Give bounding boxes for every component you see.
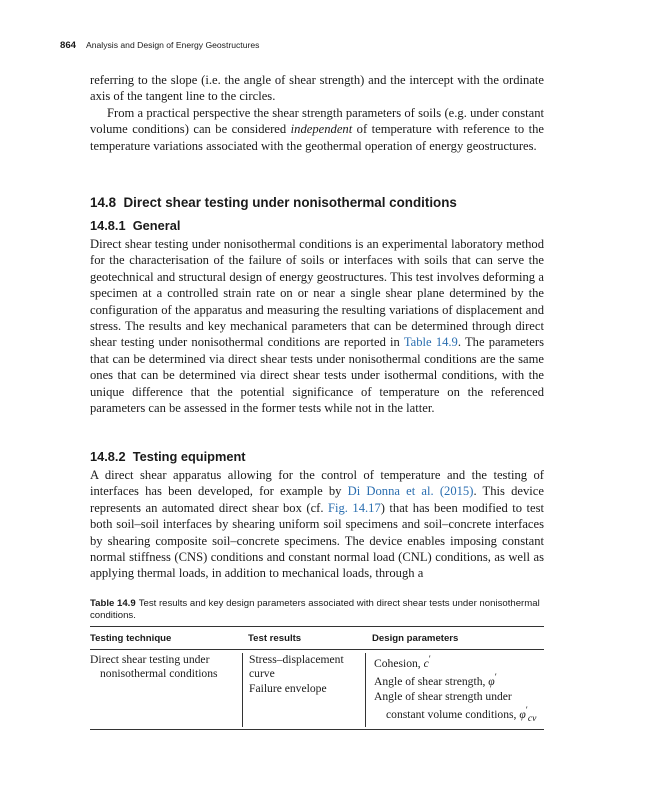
header-design-parameters: Design parameters bbox=[372, 632, 459, 644]
subsection-heading-general bbox=[90, 218, 550, 233]
cv-angle-prime: ′ bbox=[525, 704, 528, 716]
section-title: Direct shear testing under nonisothermal conditions bbox=[123, 195, 457, 210]
subsection-title-equipment: Testing equipment bbox=[132, 449, 246, 464]
intro-paragraph-2 bbox=[90, 105, 544, 154]
di-donna-reference-link[interactable]: Di Donna et al. (2015) bbox=[347, 484, 474, 499]
book-title: Analysis and Design of Energy Geostructures bbox=[86, 40, 260, 50]
table-caption bbox=[90, 598, 544, 622]
cell-testing-technique bbox=[90, 653, 242, 727]
table-14-9-link[interactable]: Table 14.9 bbox=[403, 335, 458, 350]
page-number: 864 bbox=[60, 40, 77, 51]
running-head bbox=[60, 40, 580, 51]
table-14-9 bbox=[90, 626, 544, 730]
general-text-b: . The parameters that can be determined via direct shear tests under nonisothermal conditions are the same ones that can be determined via direct shear tests under isothermal conditions, with the unique difference that the potential significance of temperature on the referenced parameters can be assessed in the former tests while not in the latter. bbox=[90, 335, 544, 416]
cell-test-results bbox=[242, 653, 365, 727]
header-testing-technique: Testing technique bbox=[90, 632, 172, 644]
section-number: 14.8 bbox=[90, 195, 117, 210]
cohesion-prime: ′ bbox=[428, 654, 431, 665]
param-shear-angle bbox=[374, 671, 544, 689]
general-text bbox=[90, 236, 544, 416]
param-cv-angle-text: constant volume conditions, bbox=[386, 707, 520, 721]
cell-design-parameters bbox=[365, 653, 544, 727]
param-shear-angle-text: Angle of shear strength, bbox=[374, 675, 489, 689]
table-label: Table 14.9 bbox=[90, 598, 136, 609]
param-cv-angle-line-1: Angle of shear strength under bbox=[374, 689, 512, 703]
shear-angle-prime: ′ bbox=[494, 672, 497, 684]
equipment-text-c: ) that has been modified to test both soil–soil interfaces by shearing uniform soil specimens and soil–concrete interfaces by shearing composite soil–concrete specimens. The device enables imposing constant normal stiffness (CNS) conditions and constant normal load (CNL) conditions, as well as applying thermal loads, in addition to mechanical loads, through a bbox=[90, 500, 544, 581]
cv-angle-subscript: cv bbox=[527, 713, 537, 725]
result-stress-displacement: Stress–displacement bbox=[249, 653, 344, 666]
intro-paragraph-1: referring to the slope (i.e. the angle of shear strength) and the intercept with the ordinate axis of the tangent line to the circles. bbox=[90, 73, 544, 104]
intro-p2-text-a: From a practical perspective the shear strength parameters of soils (e.g. under constant volume conditions) can be considered bbox=[90, 105, 544, 137]
cohesion-symbol: c bbox=[423, 656, 429, 670]
equipment-paragraph bbox=[90, 467, 544, 582]
intro-p2-italic: independent bbox=[290, 122, 353, 137]
general-paragraph bbox=[90, 236, 544, 416]
intro-p2-text-b: of temperature with reference to the temperature variations associated with the geothermal operation of energy geostructures. bbox=[90, 122, 544, 153]
result-curve: curve bbox=[249, 667, 275, 681]
figure-14-17-link[interactable]: Fig. 14.17 bbox=[327, 500, 381, 515]
result-failure-envelope: Failure envelope bbox=[249, 681, 327, 695]
subsection-heading-equipment bbox=[90, 449, 550, 464]
shear-angle-symbol: φ bbox=[488, 675, 495, 689]
header-test-results: Test results bbox=[248, 632, 302, 644]
technique-line-2: nonisothermal conditions bbox=[100, 667, 218, 681]
subsection-number-equipment: 14.8.2 bbox=[90, 449, 126, 464]
table-row bbox=[90, 650, 544, 729]
param-cv-angle-line-2 bbox=[374, 704, 544, 727]
param-cohesion bbox=[374, 653, 544, 671]
table-caption-text: Test results and key design parameters associated with direct shear tests under nonisothermal conditions. bbox=[90, 598, 540, 622]
general-text-a: Direct shear testing under nonisothermal conditions is an experimental laboratory method for the characterisation of the failure of soils or interfaces with soils that can serve the geotechnical and structural design of energy geostructures. This test involves deforming a specimen at a controlled strain rate on or near a single shear plane determined by the configuration of the apparatus and measuring the resulting variations of displacement and stress. The results and key mechanical parameters that can be determined through direct shear testing under nonisothermal conditions are reported in bbox=[90, 237, 544, 350]
intro-text bbox=[90, 72, 544, 154]
table-bottom-rule bbox=[90, 729, 544, 730]
subsection-title-general: General bbox=[132, 218, 181, 233]
cv-angle-symbol: φ bbox=[519, 707, 526, 721]
technique-line-1: Direct shear testing under bbox=[90, 653, 210, 666]
equipment-text bbox=[90, 467, 544, 582]
subsection-number-general: 14.8.1 bbox=[90, 218, 126, 233]
section-heading bbox=[90, 195, 550, 210]
equipment-text-b: . This device represents an automated direct shear box (cf. bbox=[90, 484, 544, 515]
param-cohesion-text: Cohesion, bbox=[374, 656, 424, 670]
table-header-row bbox=[90, 627, 544, 649]
equipment-text-a: A direct shear apparatus allowing for the control of temperature and the testing of interfaces has been developed, for example by bbox=[90, 468, 544, 499]
